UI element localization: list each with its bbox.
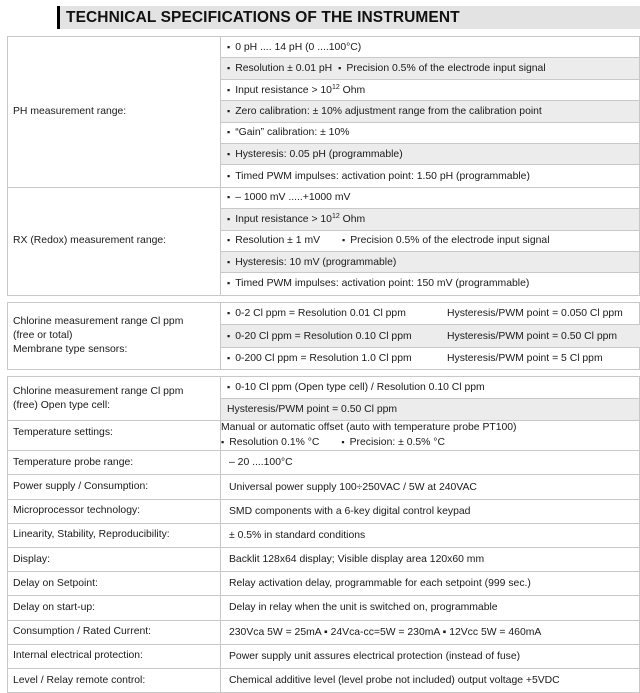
- row-label: RX (Redox) measurement range:: [8, 187, 221, 295]
- row-label: Temperature settings:: [8, 421, 221, 451]
- table-row: [8, 377, 640, 421]
- list-item: ▪ “Gain” calibration: ± 10%: [221, 123, 639, 144]
- row-value: Manual or automatic offset (auto with temperature probe PT100) ▪ Resolution 0.1% °C▪ Precision: ± 0.5% °C: [221, 421, 640, 451]
- row-label: Chlorine measurement range Cl ppm (free) Open type cell:: [8, 377, 221, 421]
- table-row: [8, 421, 640, 451]
- spacer-row: [8, 295, 640, 302]
- row-value: [221, 187, 640, 295]
- table-row: Microprocessor technology: SMD components with a 6-key digital control keypad: [8, 499, 640, 523]
- row-label: Chlorine measurement range Cl ppm (free or total) Membrane type sensors:: [8, 302, 221, 370]
- list-item: ▪ Input resistance > $10^{12}$ Ohm: [221, 80, 639, 101]
- table-row: Temperature probe range: – 20 ....100°C: [8, 451, 640, 475]
- table-row: Consumption / Rated Current: 230Vca 5W = 25mA ▪ 24Vca-cc=5W = 230mA ▪ 12Vcc 5W = 460mA: [8, 620, 640, 644]
- chlorine-grid: ▪ 0-2 Cl ppm = Resolution 0.01 Cl ppm Hysteresis/PWM point = 0.050 Cl ppm ▪ 0-20 Cl ppm = Resolution 0.10 Cl ppm Hysteresis/PWM point = 0.50 Cl ppm ▪ 0-200 Cl ppm = Resolution 1.0 Cl ppm Hysteresis/PWM point = 5 Cl ppm: [221, 303, 639, 370]
- row-value: [221, 37, 640, 188]
- list-item: ▪ Timed PWM impulses: activation point: 150 mV (programmable): [221, 273, 639, 294]
- section-title-bar: [57, 6, 640, 29]
- table-row: Delay on Setpoint: Relay activation delay, programmable for each setpoint (999 sec.): [8, 572, 640, 596]
- table-row: Display: Backlit 128x64 display; Visible display area 120x60 mm: [8, 548, 640, 572]
- spacer-row: [8, 370, 640, 377]
- list-item: ▪ Timed PWM impulses: activation point: 1.50 pH (programmable): [221, 165, 639, 186]
- list-item: ▪ Resolution ± 0.01 pH ▪ Precision 0.5% of the electrode input signal: [221, 58, 639, 79]
- table-row: Power supply / Consumption: Universal power supply 100÷250VAC / 5W at 240VAC: [8, 475, 640, 499]
- table-row: Level / Relay remote control: Chemical additive level (level probe not included) output voltage +5VDC: [8, 668, 640, 692]
- list-item: ▪ Resolution ± 1 mV ▪ Precision 0.5% of the electrode input signal: [221, 231, 639, 252]
- list-item: ▪ Hysteresis: 0.05 pH (programmable): [221, 144, 639, 165]
- table-row: Linearity, Stability, Reproducibility: ± 0.5% in standard conditions: [8, 523, 640, 547]
- table-row: Internal electrical protection: Power supply unit assures electrical protection (instead of fuse): [8, 644, 640, 668]
- spec-table: [7, 36, 640, 693]
- row-label: PH measurement range:: [8, 37, 221, 188]
- list-item: ▪ Input resistance > $10^{12}$ Ohm: [221, 209, 639, 230]
- table-row: [8, 187, 640, 295]
- table-row: [8, 302, 640, 370]
- row-value: ▪ 0-10 Cl ppm (Open type cell) / Resolution 0.10 Cl ppm Hysteresis/PWM point = 0.50 Cl ppm: [221, 377, 640, 421]
- table-row: [8, 37, 640, 188]
- list-item: ▪ Zero calibration: ± 10% adjustment range from the calibration point: [221, 101, 639, 122]
- table-row: Delay on start-up: Delay in relay when the unit is switched on, programmable: [8, 596, 640, 620]
- section-title: TECHNICAL SPECIFICATIONS OF THE INSTRUMENT: [66, 9, 460, 26]
- row-value: [221, 302, 640, 370]
- list-item: ▪ Hysteresis: 10 mV (programmable): [221, 252, 639, 273]
- list-item: ▪ – 1000 mV .....+1000 mV: [221, 188, 639, 209]
- list-item: ▪ 0 pH .... 14 pH (0 ....100°C): [221, 37, 639, 58]
